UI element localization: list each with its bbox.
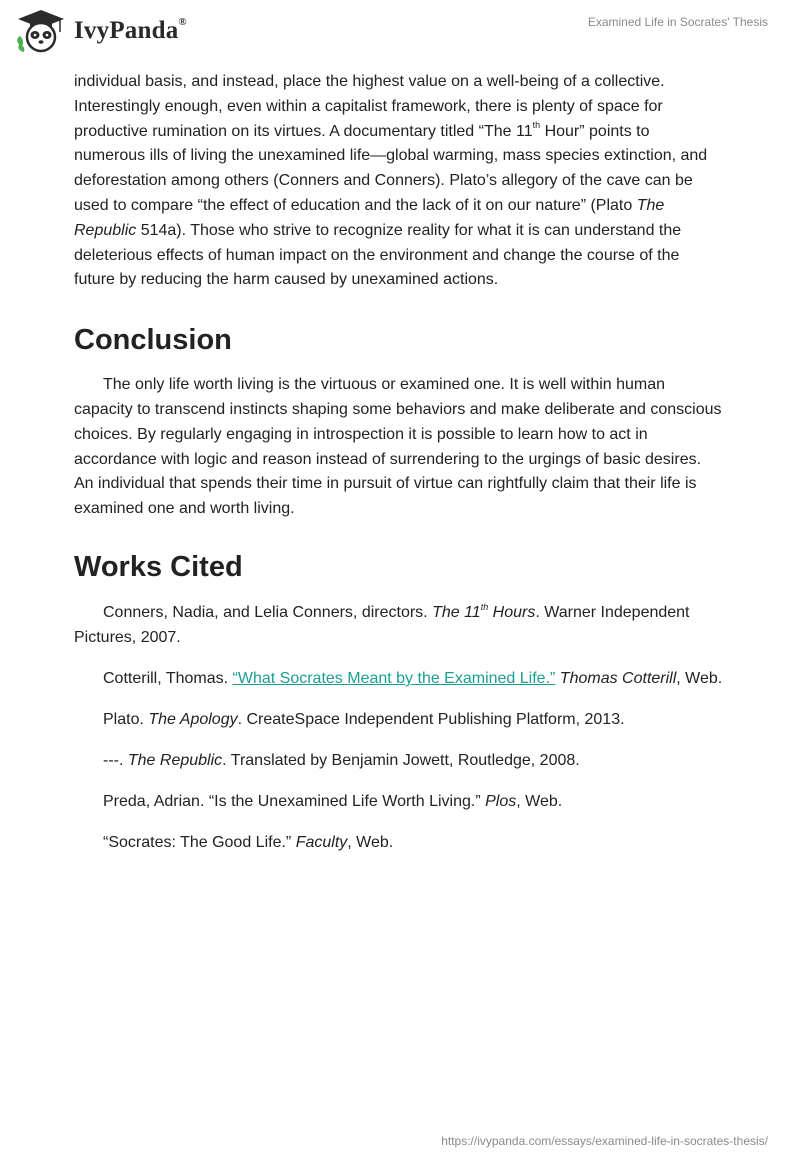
essay-content xyxy=(74,70,724,871)
document-title: Examined Life in Socrates' Thesis xyxy=(587,15,768,29)
works-cited-heading: Works Cited xyxy=(74,550,243,583)
citation-conners: Conners, Nadia, and Lelia Conners, directors. The 11th Hours. Warner Independent Pictures, 2007. xyxy=(74,601,690,646)
citation-plato-apology: Plato. The Apology. CreateSpace Independent Publishing Platform, 2013. xyxy=(103,710,625,728)
panda-logo-icon xyxy=(14,8,68,54)
citation-socrates-good-life: “Socrates: The Good Life.” Faculty, Web. xyxy=(103,833,394,851)
conclusion-paragraph: The only life worth living is the virtuous or examined one. It is well within human capacity to transcend instincts shaping some behaviors and make deliberate and conscious choices. By regularly engaging in introspection it is possible to learn how to act in accordance with logic and reason instead of surrendering to the urgings of basic desires. An individual that spends their time in pursuit of virtue can rightfully claim that their life is examined one and worth living. xyxy=(74,376,722,518)
brand-name: IvyPanda® xyxy=(74,15,187,44)
ivypanda-logo[interactable] xyxy=(14,8,187,54)
citation-plato-republic: ---. The Republic. Translated by Benjamin Jowett, Routledge, 2008. xyxy=(103,751,580,769)
page-header xyxy=(0,0,800,70)
conclusion-heading: Conclusion xyxy=(74,324,232,357)
footer-url[interactable]: https://ivypanda.com/essays/examined-life-in-socrates-thesis/ xyxy=(441,1134,768,1148)
citation-preda: Preda, Adrian. “Is the Unexamined Life Worth Living.” Plos, Web. xyxy=(103,792,563,810)
intro-paragraph: individual basis, and instead, place the highest value on a well-being of a collective. Interestingly enough, even within a capitalist framework, there is plenty of space for productive rumination on its virtues. A documentary titled “The 11th Hour” points to numerous ills of living the unexamined life—global warming, mass species extinction, and deforestation among others (Conners and Conners). Plato’s allegory of the cave can be used to compare “the effect of education and the lack of it on our nature” (Plato The Republic 514a). Those who strive to recognize reality for what it is can understand the deleterious effects of human impact on the environment and change the course of the future by reducing the harm caused by unexamined actions. xyxy=(74,73,708,289)
cotterill-article-link[interactable]: “What Socrates Meant by the Examined Life.” xyxy=(232,669,556,687)
citation-cotterill: Cotterill, Thomas. “What Socrates Meant by the Examined Life.” Thomas Cotterill, Web. xyxy=(103,669,723,687)
